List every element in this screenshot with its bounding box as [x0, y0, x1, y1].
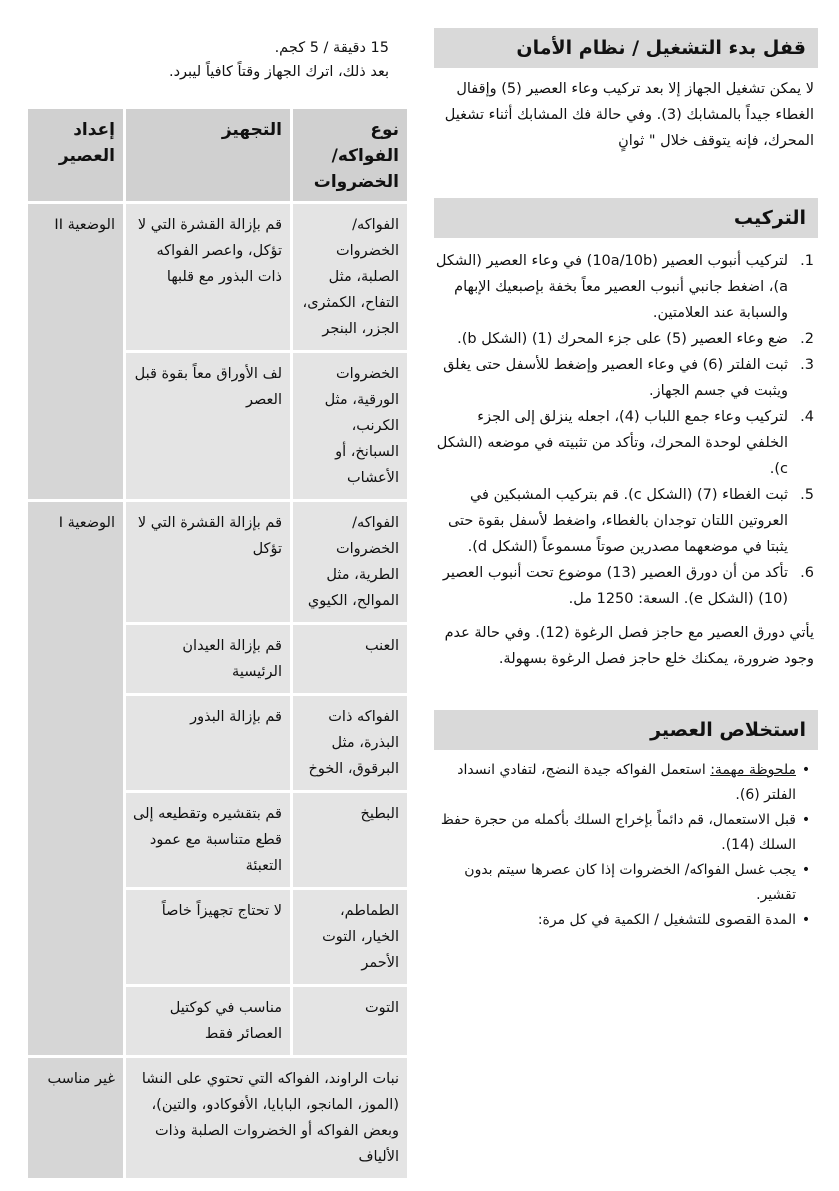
- top-note: 15 دقيقة / 5 كجم. بعد ذلك، اترك الجهاز وقتاً كافياً ليبرد.: [168, 40, 389, 80]
- right-column: [434, 28, 818, 933]
- bullet-icon: •: [801, 762, 811, 778]
- table-row: [28, 1058, 407, 1178]
- safety-heading: قفل بدء التشغيل / نظام الأمان: [434, 28, 818, 68]
- item-cell: التوت: [293, 987, 407, 1055]
- list-item: • المدة القصوى للتشغيل / الكمية في كل مرة:: [434, 908, 818, 933]
- column-header-type: نوع الفواكه/ الخضروات: [293, 109, 407, 201]
- table-row: [28, 204, 407, 350]
- prep-cell: قم بإزالة البذور: [126, 696, 290, 790]
- list-item: 6. تأكد من أن دورق العصير (13) موضوع تحت أنبوب العصير (10) (الشكل e). السعة: 1250 مل.: [442, 565, 814, 607]
- list-item: 3. ثبت الفلتر (6) في وعاء العصير وإضغط للأسفل حتى يغلق ويثبت في جسم الجهاز.: [443, 357, 814, 399]
- important-note-label: ملحوظة مهمة:: [710, 762, 796, 778]
- setting-cell: الوضعية I: [28, 502, 123, 1055]
- item-cell: العنب: [293, 625, 407, 693]
- prep-cell: قم بإزالة القشرة التي لا تؤكل: [126, 502, 290, 622]
- list-item: 2. ضع وعاء العصير (5) على جزء المحرك (1) (الشكل b).: [457, 331, 814, 347]
- bullet-icon: •: [801, 812, 811, 828]
- table-header-row: [28, 109, 407, 201]
- item-cell: البطيخ: [293, 793, 407, 887]
- unsuitable-cell: نبات الراوند، الفواكه التي تحتوي على النشا (الموز، المانجو، البابايا، الأفوكادو، والتين)، وبعض الفواكه أو الخضروات الصلبة وذات الألياف: [126, 1058, 407, 1178]
- safety-text: لا يمكن تشغيل الجهاز إلا بعد تركيب وعاء العصير (5) وإقفال الغطاء جيداً بالمشابك (3). وفي حالة فك المشابك أثناء تشغيل المحرك، فإنه يتوقف خلال " ثوانٍ: [444, 81, 814, 149]
- list-item: • ملحوظة مهمة: استعمل الفواكه جيدة النضج، لتفادي انسداد الفلتر (6).: [434, 758, 818, 808]
- extraction-bullets: [434, 758, 818, 933]
- prep-cell: مناسب في كوكتيل العصائر فقط: [126, 987, 290, 1055]
- list-item: 1. لتركيب أنبوب العصير (10a/10b) في وعاء العصير (الشكل a)، اضغط جانبي أنبوب العصير معاً بخفة بإصبعيك الإبهام والسبابة عند العلامتين.: [435, 253, 814, 321]
- prep-cell: لا تحتاج تجهيزاً خاصاً: [126, 890, 290, 984]
- prep-cell: لف الأوراق معاً بقوة قبل العصر: [126, 353, 290, 499]
- column-header-setting: إعداد العصير: [28, 109, 123, 201]
- list-item: • يجب غسل الفواكه/ الخضروات إذا كان عصرها سيتم بدون تقشير.: [434, 858, 818, 908]
- list-item: • قبل الاستعمال، قم دائماً بإخراج السلك بأكمله من حجرة حفظ السلك (14).: [434, 808, 818, 858]
- column-header-prep: التجهيز: [126, 109, 290, 201]
- left-column: [28, 36, 407, 1181]
- assembly-note: يأتي دورق العصير مع حاجز فصل الرغوة (12). وفي حالة عدم وجود ضرورة، يمكنك خلع حاجز فصل الرغوة بسهولة.: [444, 625, 814, 667]
- prep-cell: قم بتقشيره وتقطيعه إلى قطع متناسبة مع عمود التعبئة: [126, 793, 290, 887]
- list-item: 5. ثبت الغطاء (7) (الشكل c). قم بتركيب المشبكين في العروتين اللتان توجدان بالغطاء، واضغط لأسفل بقوة حتى يثبتا في موضعهما مصدرين صوتاً مسموعاً (الشكل d).: [447, 487, 814, 555]
- item-cell: الفواكه/ الخضروات الصلبة، مثل التفاح، الكمثرى، الجزر، البنجر: [293, 204, 407, 350]
- fruit-table: [25, 106, 410, 1181]
- bullet-icon: •: [801, 912, 811, 928]
- prep-cell: قم بإزالة العيدان الرئيسية: [126, 625, 290, 693]
- bullet-icon: •: [801, 862, 811, 878]
- table-row: [28, 502, 407, 622]
- prep-cell: قم بإزالة القشرة التي لا تؤكل، واعصر الفواكه ذات البذور مع قلبها: [126, 204, 290, 350]
- assembly-heading: التركيب: [434, 198, 818, 238]
- list-item: 4. لتركيب وعاء جمع اللباب (4)، اجعله ينزلق إلى الجزء الخلفي لوحدة المحرك، وتأكد من تثبيته في موضعه (الشكل c).: [436, 409, 814, 477]
- setting-cell: الوضعية II: [28, 204, 123, 499]
- item-cell: الخضروات الورقية، مثل الكرنب، السبانخ، أو الأعشاب: [293, 353, 407, 499]
- item-cell: الفواكه/ الخضروات الطرية، مثل الموالح، الكيوي: [293, 502, 407, 622]
- item-cell: الفواكه ذات البذرة، مثل البرقوق، الخوخ: [293, 696, 407, 790]
- setting-cell: غير مناسب: [28, 1058, 123, 1178]
- item-cell: الطماطم، الخيار، التوت الأحمر: [293, 890, 407, 984]
- extraction-heading: استخلاص العصير: [434, 710, 818, 750]
- assembly-steps: [434, 248, 818, 612]
